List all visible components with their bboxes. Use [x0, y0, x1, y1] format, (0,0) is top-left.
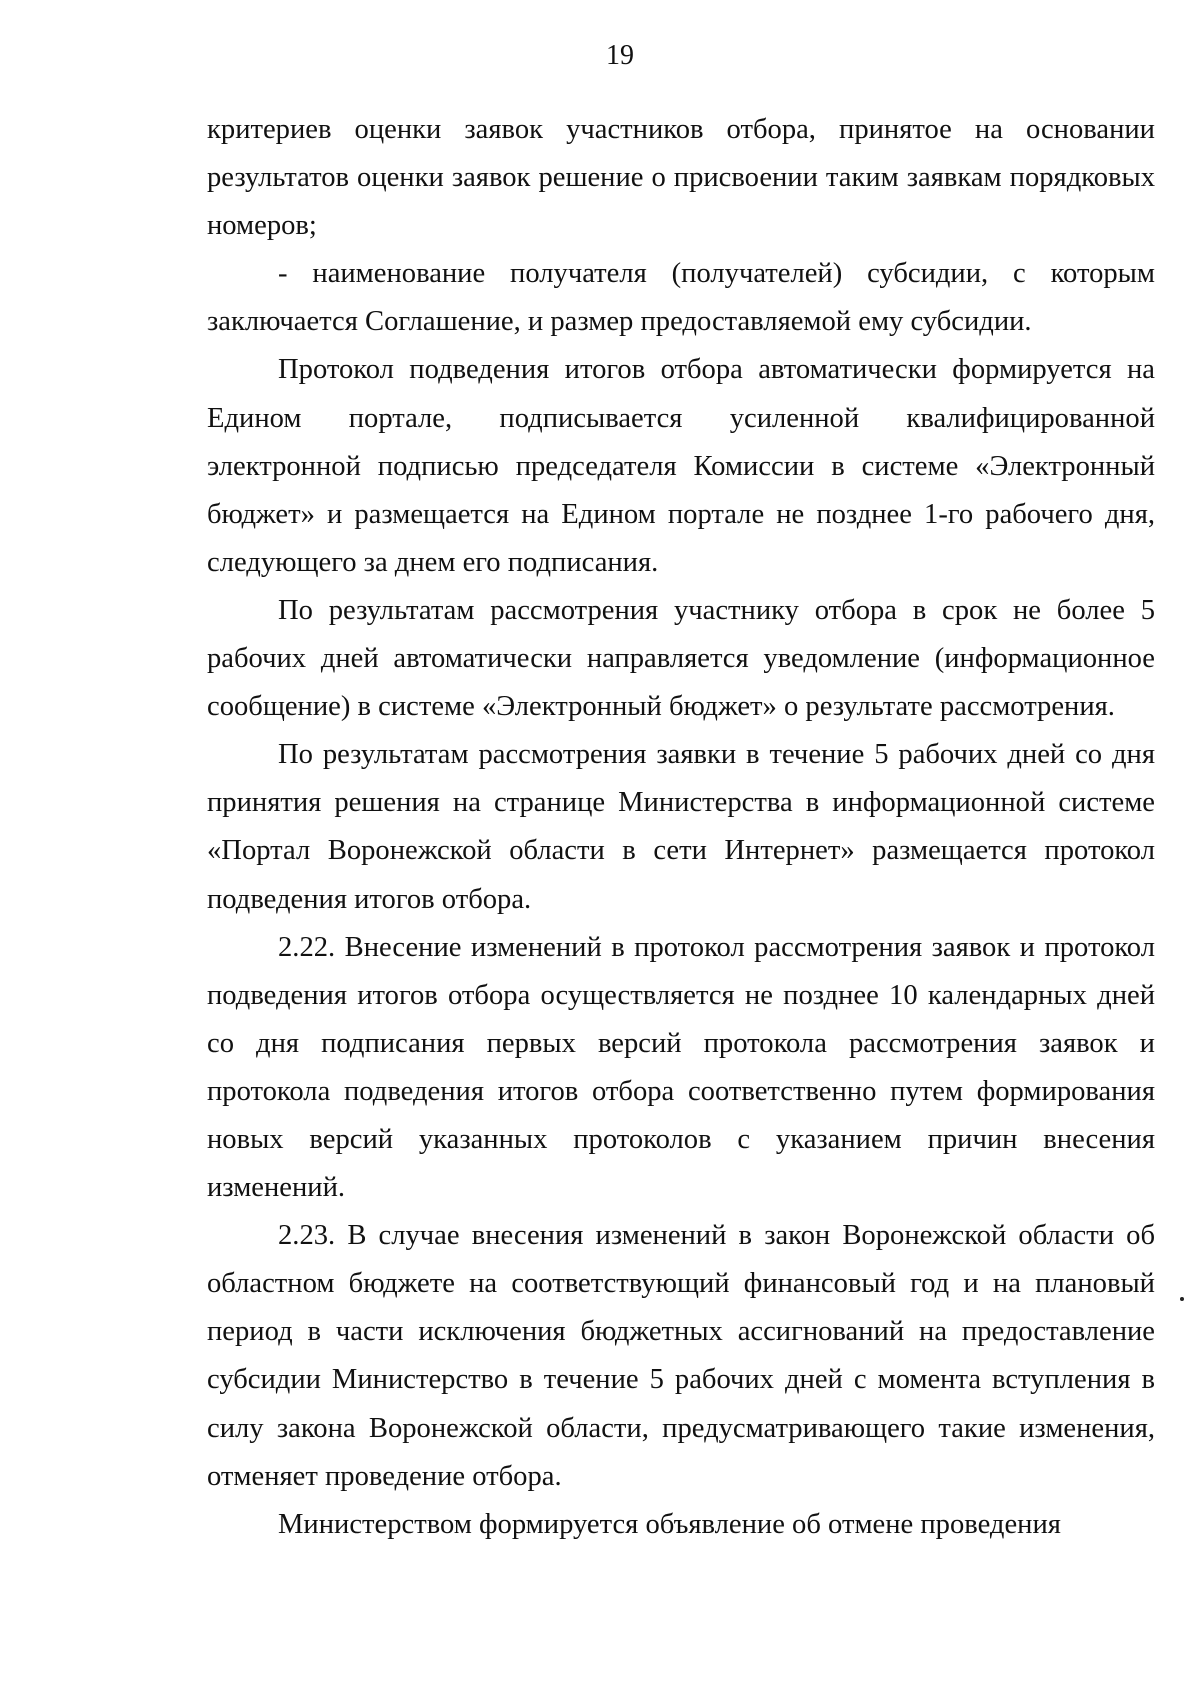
page-number: 19 [606, 40, 634, 71]
paragraph-protocol-signing: Протокол подведения итогов отбора автоматически формируется на Едином портале, подписывается усиленной квалифицированной электронной подписью председателя Комиссии в системе «Электронный бюджет» и размещается на Едином портале не позднее 1-го рабочего дня, следующего за днем его подписания. [207, 354, 1155, 578]
scan-artifact-dot [1180, 1297, 1184, 1301]
paragraph-portal-publication: По результатам рассмотрения заявки в течение 5 рабочих дней со дня принятия решения на странице Министерства в информационной системе «Портал Воронежской области в сети Интернет» размещается протокол подведения итогов отбора. [207, 739, 1155, 915]
paragraph-section-2-22: 2.22. Внесение изменений в протокол рассмотрения заявок и протокол подведения итогов отбора осуществляется не позднее 10 календарных дней со дня подписания первых версий протокола рассмотрения заявок и протокола подведения итогов отбора соответственно путем формирования новых версий указанных протоколов с указанием причин внесения изменений. [207, 931, 1155, 1204]
paragraph-cancellation-announcement: Министерством формируется объявление об отмене проведения [278, 1508, 1061, 1540]
paragraph-participant-notification: По результатам рассмотрения участнику отбора в срок не более 5 рабочих дней автоматически направляется уведомление (информационное сообщение) в системе «Электронный бюджет» о результате рассмотрения. [207, 594, 1155, 723]
paragraph-criteria-continuation: критериев оценки заявок участников отбора, принятое на основании результатов оценки заявок решение о присвоении таким заявкам порядковых номеров; [207, 114, 1155, 242]
document-body [207, 106, 1155, 1549]
paragraph-section-2-23: 2.23. В случае внесения изменений в закон Воронежской области об областном бюджете на соответствующий финансовый год и на плановый период в части исключения бюджетных ассигнований на предоставление субсидии Министерство в течение 5 рабочих дней с момента вступления в силу закона Воронежской области, предусматривающего такие изменения, отменяет проведение отбора. [207, 1220, 1155, 1492]
paragraph-recipient-name-item: - наименование получателя (получателей) субсидии, с которым заключается Соглашение, и размер предоставляемой ему субсидии. [207, 258, 1155, 338]
